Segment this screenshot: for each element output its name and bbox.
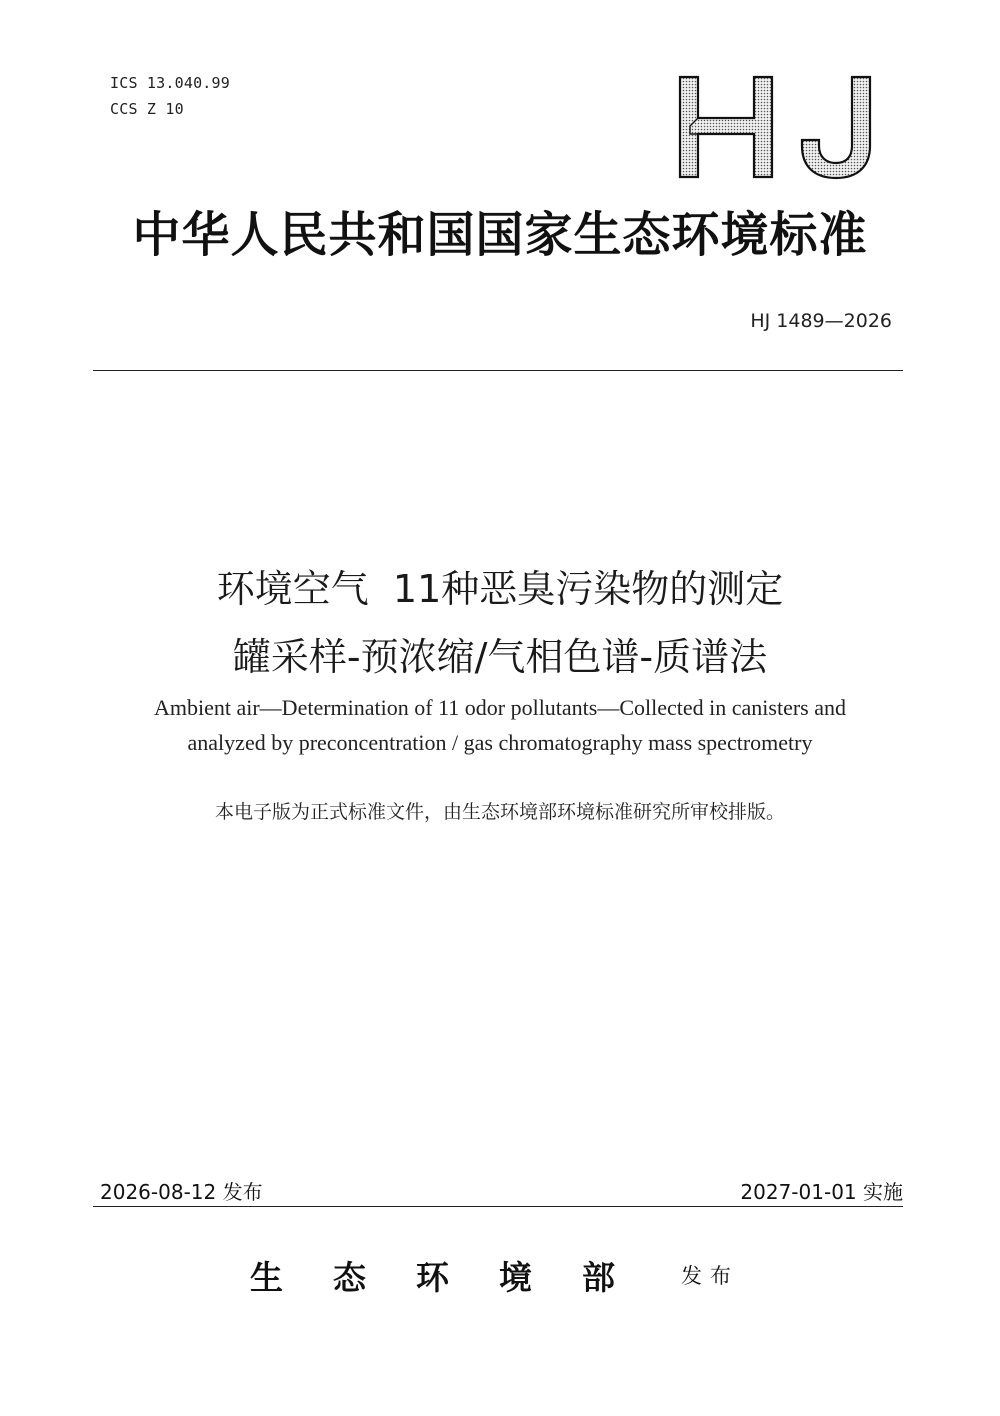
- org-title: 中华人民共和国国家生态环境标准: [132, 207, 868, 263]
- title-line-1: 环境空气 11种恶臭污染物的测定: [216, 567, 784, 611]
- top-divider: [93, 370, 903, 371]
- edition-note: 本电子版为正式标准文件，由生态环境部环境标准研究所审校排版。: [214, 801, 785, 823]
- logo-letter-j: [802, 77, 870, 178]
- english-title-line-2: analyzed by preconcentration / gas chromatography mass spectrometry: [187, 730, 813, 755]
- standard-number: HJ 1489—2026: [750, 310, 892, 332]
- ics-code: ICS 13.040.99: [110, 74, 230, 92]
- publisher-name: 生态环境部: [250, 1258, 665, 1297]
- effective-date: 2027-01-01 实施: [740, 1180, 903, 1204]
- logo-letter-h: [680, 77, 772, 177]
- english-title: [80, 690, 920, 760]
- issue-date: 2026-08-12 发布: [100, 1180, 263, 1204]
- ccs-code: CCS Z 10: [110, 100, 184, 118]
- hj-logo: [676, 74, 876, 180]
- bottom-divider: [93, 1206, 903, 1207]
- english-title-line-1: Ambient air—Determination of 11 odor pollutants—Collected in canisters and: [153, 695, 847, 720]
- title-line-2: 罐采样-预浓缩/气相色谱-质谱法: [232, 635, 768, 679]
- publish-label: 发布: [681, 1264, 739, 1288]
